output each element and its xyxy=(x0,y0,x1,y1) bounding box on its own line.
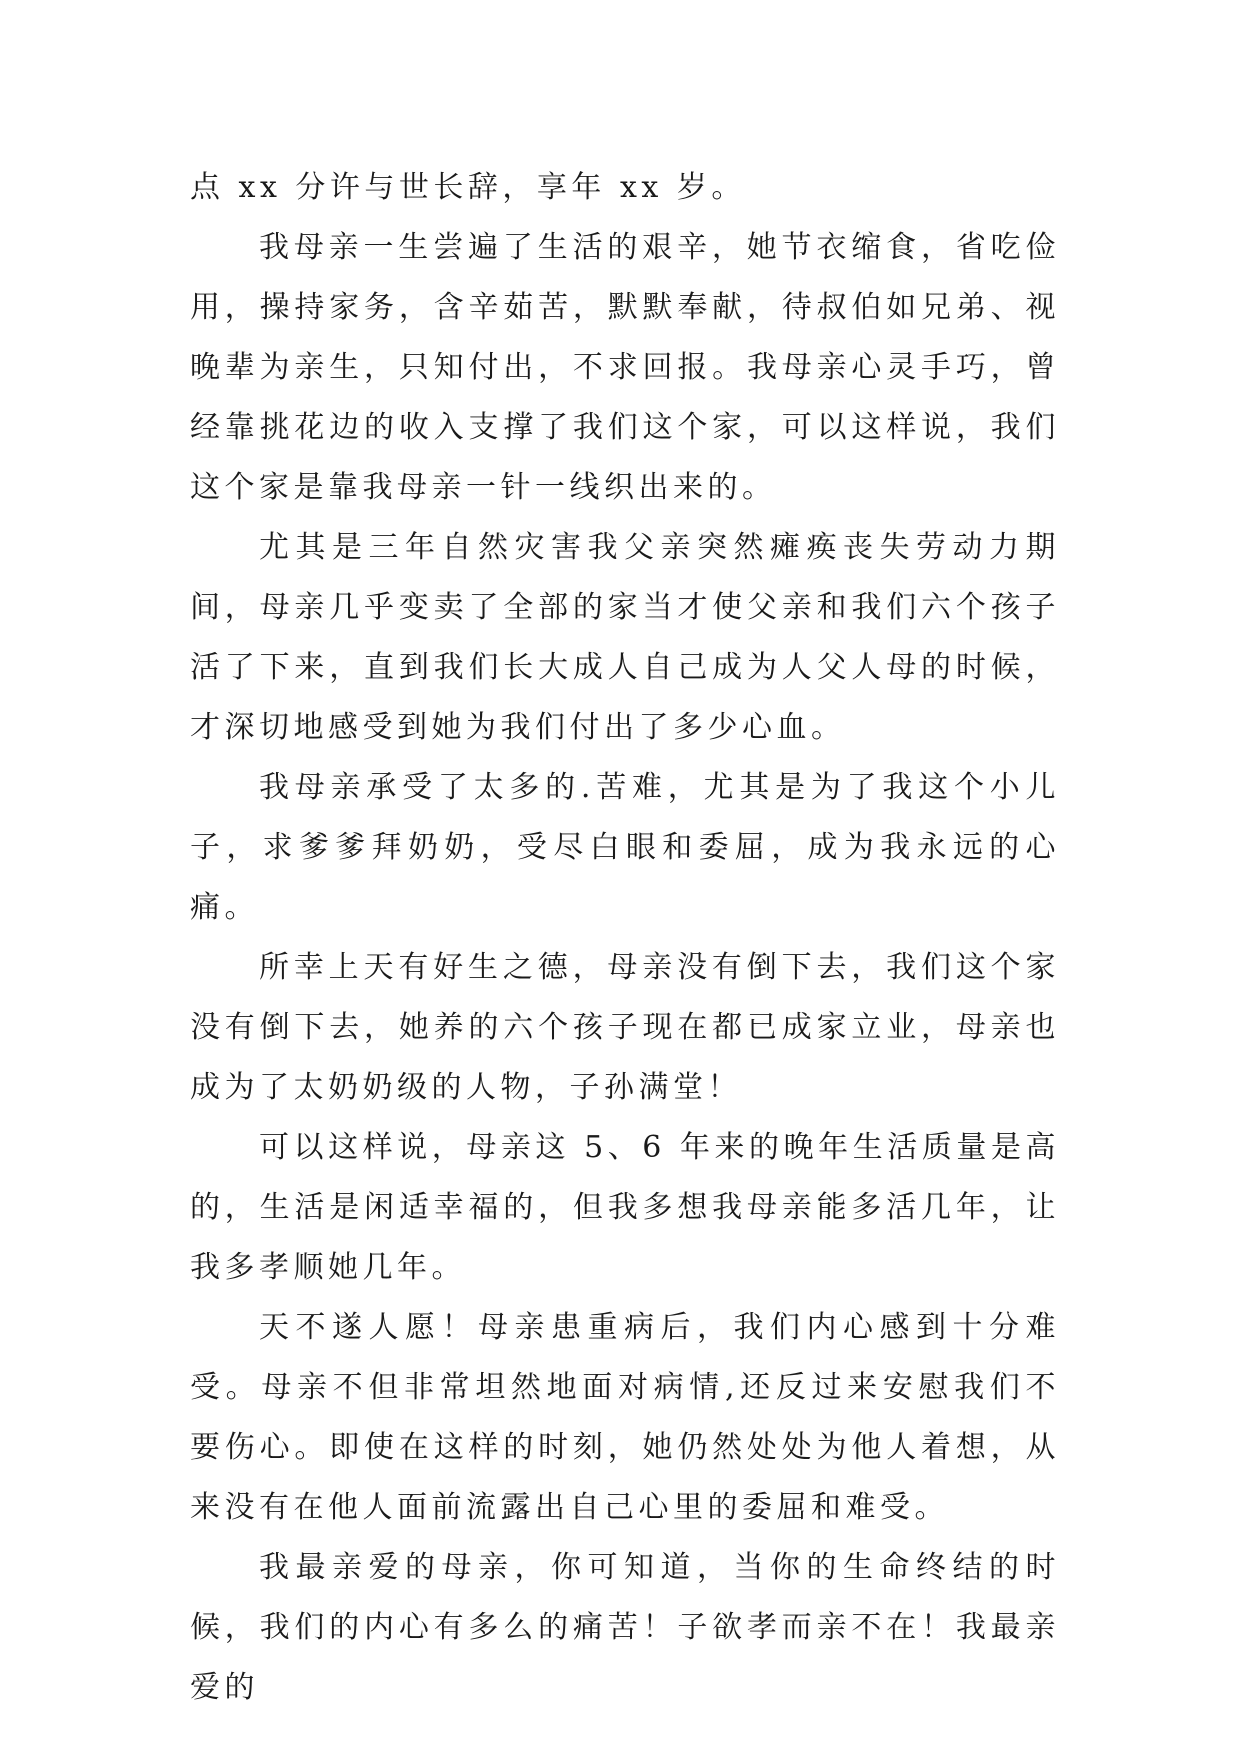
paragraph-6: 可以这样说，母亲这 5、6 年来的晚年生活质量是高的，生活是闲适幸福的，但我多想我母亲能多活几年，让我多孝顺她几年。 xyxy=(190,1130,1060,1285)
paragraph-1: 点 xx 分许与世长辞，享年 xx 岁。 xyxy=(190,170,746,205)
paragraph-8: 我最亲爱的母亲，你可知道，当你的生命终结的时候，我们的内心有多么的痛苦！子欲孝而亲不在！我最亲爱的 xyxy=(190,1550,1060,1705)
paragraph-3: 尤其是三年自然灾害我父亲突然瘫痪丧失劳动力期间，母亲几乎变卖了全部的家当才使父亲和我们六个孩子活了下来，直到我们长大成人自己成为人父人母的时候，才深切地感受到她为我们付出了多少心血。 xyxy=(190,530,1060,745)
paragraph-5: 所幸上天有好生之德，母亲没有倒下去，我们这个家没有倒下去，她养的六个孩子现在都已成家立业，母亲也成为了太奶奶级的人物，子孙满堂！ xyxy=(190,950,1060,1105)
body-text xyxy=(190,158,1060,1718)
paragraph-7: 天不遂人愿！母亲患重病后，我们内心感到十分难受。母亲不但非常坦然地面对病情,还反过来安慰我们不要伤心。即使在这样的时刻，她仍然处处为他人着想，从来没有在他人面前流露出自己心里的委屈和难受。 xyxy=(190,1310,1060,1525)
paragraph-2: 我母亲一生尝遍了生活的艰辛，她节衣缩食，省吃俭用，操持家务，含辛茹苦，默默奉献，待叔伯如兄弟、视晚辈为亲生，只知付出，不求回报。我母亲心灵手巧，曾经靠挑花边的收入支撑了我们这个家，可以这样说，我们这个家是靠我母亲一针一线织出来的。 xyxy=(190,230,1060,505)
paragraph-4: 我母亲承受了太多的.苦难，尤其是为了我这个小儿子，求爹爹拜奶奶，受尽白眼和委屈，成为我永远的心痛。 xyxy=(190,770,1060,925)
